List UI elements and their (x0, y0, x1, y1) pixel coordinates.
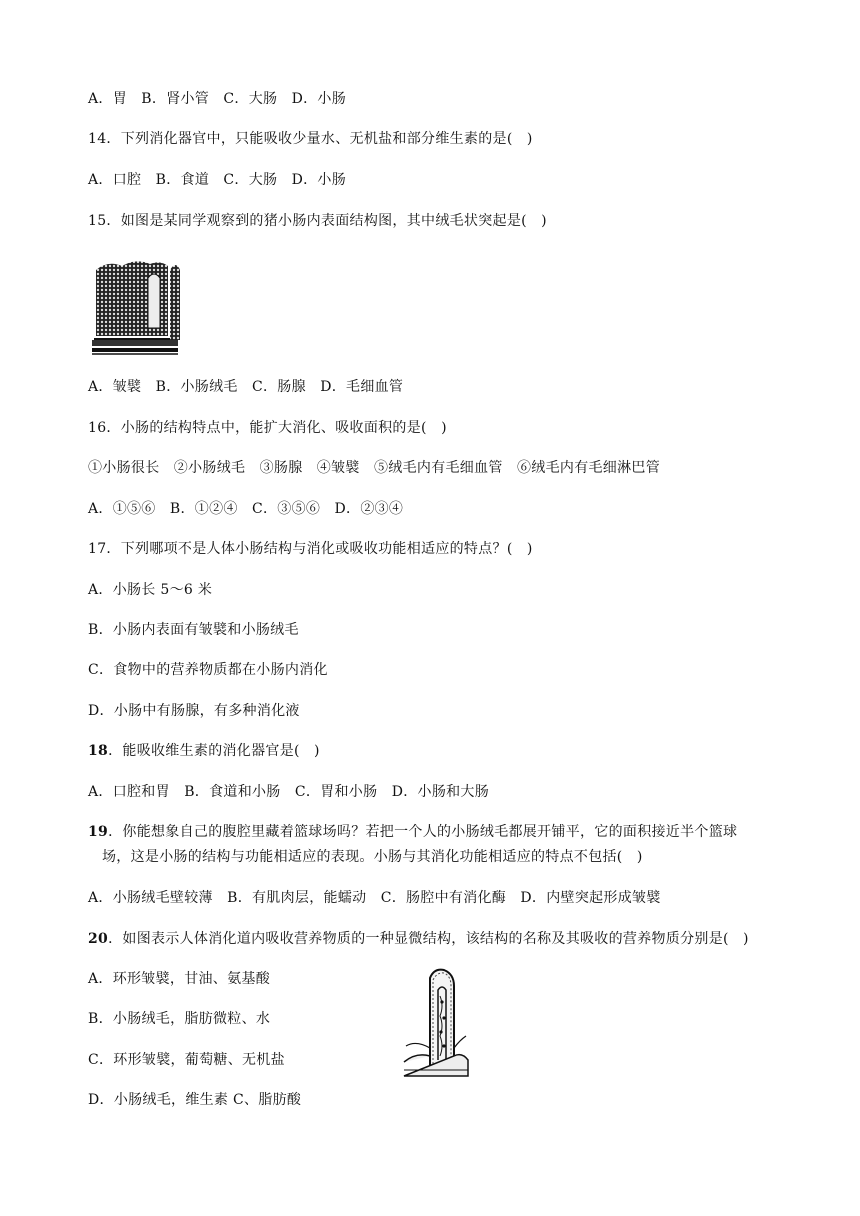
q13-options: A．胃 B．肾小管 C．大肠 D．小肠 (88, 91, 347, 107)
q20-option-a: A．环形皱襞，甘油、氨基酸 (88, 971, 271, 987)
villus-figure (402, 966, 474, 1082)
q20-option-b: B．小肠绒毛，脂肪微粒、水 (88, 1011, 271, 1027)
q16-text: 小肠的结构特点中，能扩大消化、吸收面积的是( ) (120, 420, 447, 436)
q20-stem (88, 929, 749, 949)
q16-number: 16． (88, 420, 121, 436)
q18-options: A．口腔和胃 B．食道和小肠 C．胃和小肠 D．小肠和大肠 (88, 784, 490, 800)
q19-number: 19 (88, 824, 109, 840)
q17-text: 下列哪项不是人体小肠结构与消化或吸收功能相适应的特点？( ) (120, 541, 533, 557)
q16-options: A．①⑤⑥ B．①②④ C．③⑤⑥ D．②③④ (88, 501, 404, 517)
q15-number: 15． (88, 213, 121, 229)
q15-options: A．皱襞 B．小肠绒毛 C．肠腺 D．毛细血管 (88, 379, 404, 395)
q15-stem (88, 211, 547, 231)
q18-stem (88, 741, 320, 761)
q17-option-b: B．小肠内表面有皱襞和小肠绒毛 (88, 622, 299, 638)
q14-text: 下列消化器官中，只能吸收少量水、无机盐和部分维生素的是( ) (120, 131, 533, 147)
q17-option-a: A．小肠长 5～6 米 (88, 582, 213, 598)
q17-stem (88, 539, 533, 559)
q18-number: 18 (88, 743, 109, 759)
q20-option-c: C．环形皱襞，葡萄糖、无机盐 (88, 1052, 285, 1068)
q20-text: ．如图表示人体消化道内吸收营养物质的一种显微结构，该结构的名称及其吸收的营养物质分别是( ) (108, 931, 749, 947)
q18-text: ．能吸收维生素的消化器官是( ) (108, 743, 320, 759)
q16-stem (88, 418, 447, 438)
q20-option-d: D．小肠绒毛，维生素 C、脂肪酸 (88, 1092, 302, 1108)
q17-option-c: C．食物中的营养物质都在小肠内消化 (88, 662, 328, 678)
q14-options: A．口腔 B．食道 C．大肠 D．小肠 (88, 172, 347, 188)
q15-text: 如图是某同学观察到的猪小肠内表面结构图，其中绒毛状突起是( ) (120, 213, 547, 229)
q16-items: ①小肠很长 ②小肠绒毛 ③肠腺 ④皱襞 ⑤绒毛内有毛细血管 ⑥绒毛内有毛细淋巴管 (88, 460, 660, 476)
q19-text-line1: ．你能想象自己的腹腔里藏着篮球场吗？若把一个人的小肠绒毛都展开铺平，它的面积接近半个篮球 (108, 824, 738, 840)
q17-number: 17． (88, 541, 121, 557)
q19-stem (88, 822, 737, 842)
q20-number: 20 (88, 931, 109, 947)
q14-stem (88, 129, 533, 149)
q19-stem-continued: 场，这是小肠的结构与功能相适应的表现。小肠与其消化功能相适应的特点不包括( ) (102, 849, 643, 865)
q14-number: 14． (88, 131, 121, 147)
q17-option-d: D．小肠中有肠腺，有多种消化液 (88, 703, 300, 719)
intestine-surface-figure (88, 256, 184, 360)
q19-options: A．小肠绒毛壁较薄 B．有肌肉层，能蠕动 C．肠腔中有消化酶 D．内壁突起形成皱襞 (88, 890, 661, 906)
